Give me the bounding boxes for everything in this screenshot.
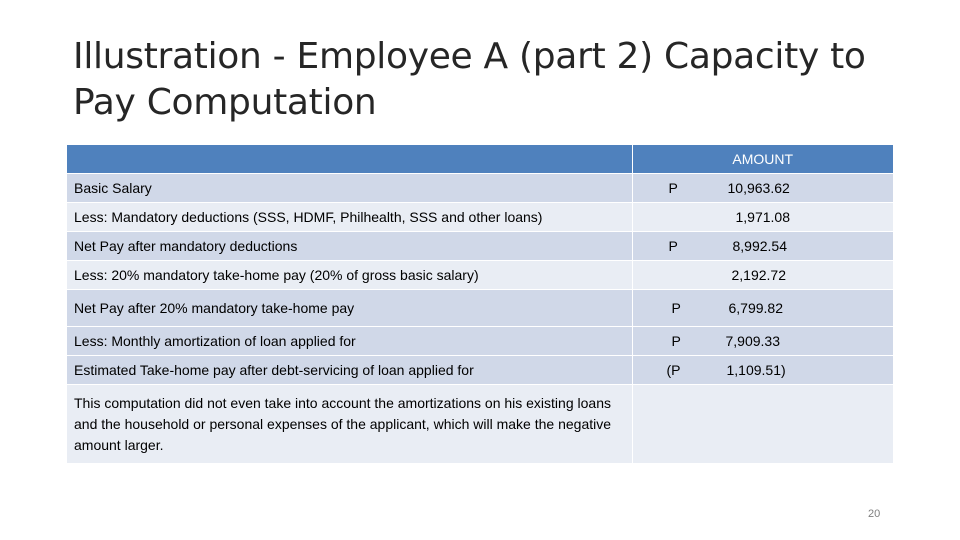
row-value: 2,192.72 bbox=[731, 267, 786, 283]
row-label: Net Pay after mandatory deductions bbox=[67, 232, 632, 261]
row-label: Less: Mandatory deductions (SSS, HDMF, Philhealth, SSS and other loans) bbox=[67, 203, 632, 232]
row-label: Net Pay after 20% mandatory take-home pay bbox=[67, 290, 632, 327]
row-currency: P bbox=[668, 180, 678, 196]
row-currency: P bbox=[671, 300, 681, 316]
row-currency: (P bbox=[666, 362, 681, 378]
table-row bbox=[67, 261, 893, 290]
capacity-to-pay-table bbox=[67, 144, 893, 463]
row-currency: P bbox=[668, 238, 678, 254]
header-label-cell bbox=[67, 145, 632, 174]
table-row bbox=[67, 290, 893, 327]
table-row bbox=[67, 174, 893, 203]
row-amount bbox=[632, 174, 893, 203]
row-value: 1,971.08 bbox=[735, 209, 790, 225]
row-amount bbox=[632, 356, 893, 385]
row-currency: P bbox=[671, 333, 681, 349]
table-row bbox=[67, 232, 893, 261]
row-value: 6,799.82 bbox=[728, 300, 783, 316]
table-row bbox=[67, 356, 893, 385]
row-amount bbox=[632, 203, 893, 232]
table-note-row bbox=[67, 385, 893, 464]
row-amount bbox=[632, 261, 893, 290]
row-label: Estimated Take-home pay after debt-servicing of loan applied for bbox=[67, 356, 632, 385]
row-label: Less: Monthly amortization of loan applied for bbox=[67, 327, 632, 356]
row-value: 1,109.51) bbox=[726, 362, 786, 378]
slide-title: Illustration - Employee A (part 2) Capacity to Pay Computation bbox=[73, 36, 866, 123]
note-empty-cell bbox=[632, 385, 893, 464]
row-label: Less: 20% mandatory take-home pay (20% of gross basic salary) bbox=[67, 261, 632, 290]
row-value: 7,909.33 bbox=[725, 333, 780, 349]
table-row bbox=[67, 203, 893, 232]
table-row bbox=[67, 327, 893, 356]
row-amount bbox=[632, 327, 893, 356]
row-label: Basic Salary bbox=[67, 174, 632, 203]
header-amount-cell: AMOUNT bbox=[632, 145, 893, 174]
row-value: 10,963.62 bbox=[727, 180, 790, 196]
row-value: 8,992.54 bbox=[732, 238, 787, 254]
row-amount bbox=[632, 232, 893, 261]
row-amount bbox=[632, 290, 893, 327]
slide-number: 20 bbox=[868, 508, 881, 520]
table-header-row bbox=[67, 145, 893, 174]
note-text: This computation did not even take into account the amortizations on his existing loans and the household or personal expenses of the applicant, which will make the negative amount larger. bbox=[67, 385, 632, 464]
